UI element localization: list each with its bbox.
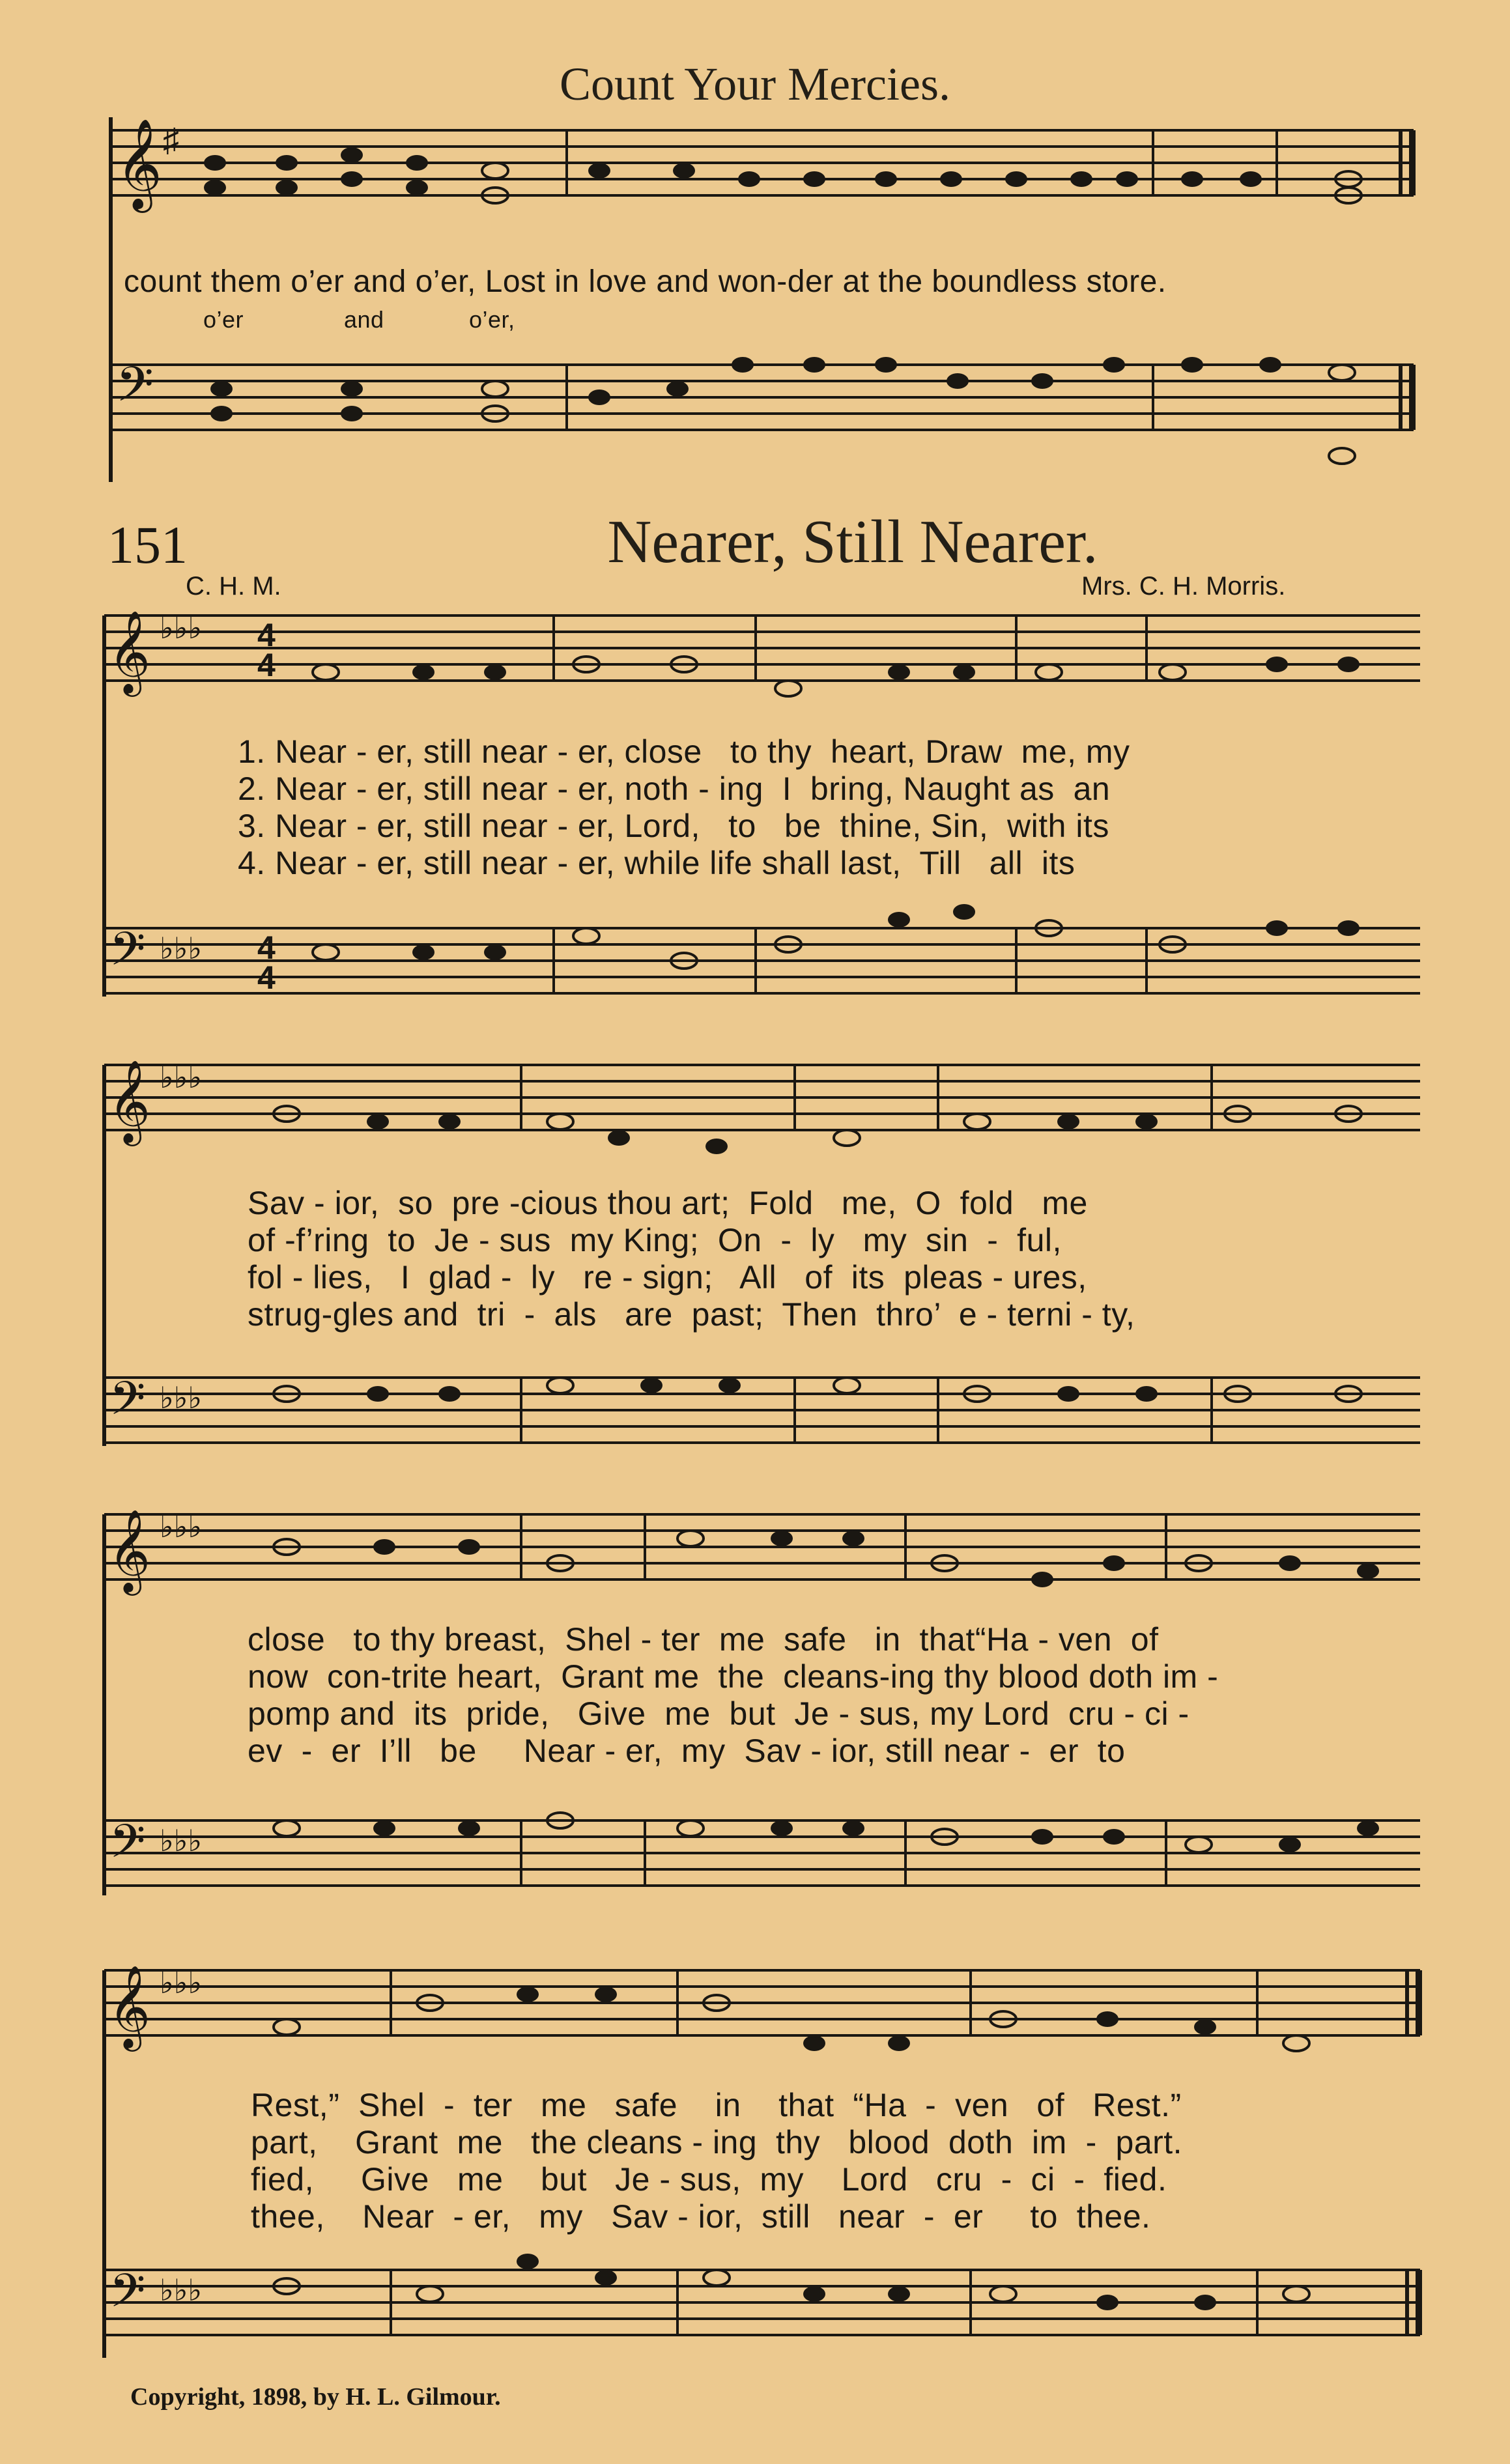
- system-3-verse-1: close to thy breast, Shel - ter me safe in that“Ha - ven of: [248, 1621, 1159, 1658]
- system-4-treble-staff: [0, 1954, 1510, 2071]
- system-2-verse-1: Sav - ior, so pre -cious thou art; Fold me, O fold me: [248, 1185, 1088, 1221]
- top-hymn-lyric: count them o’er and o’er, Lost in love and won-der at the boundless store.: [124, 264, 1167, 299]
- svg-text:♯: ♯: [163, 122, 179, 158]
- system-4-verse-4: thee, Near - er, my Sav - ior, still near - er to thee.: [251, 2198, 1151, 2235]
- svg-text:♭♭♭: ♭♭♭: [160, 1060, 203, 1094]
- svg-text:♭♭♭: ♭♭♭: [160, 931, 203, 965]
- svg-text:𝄢: 𝄢: [109, 2264, 146, 2329]
- hymn-number: 151: [107, 515, 188, 574]
- svg-text:𝄞: 𝄞: [116, 119, 162, 209]
- svg-text:𝄞: 𝄞: [108, 1508, 151, 1592]
- system-1-verse-2: 2. Near - er, still near - er, noth - ing I bring, Naught as an: [238, 771, 1111, 807]
- top-bass-staff: [0, 345, 1510, 475]
- system-1-bass-staff: [0, 912, 1510, 1029]
- system-3-verse-3: pomp and its pride, Give me but Je - sus, my Lord cru - ci -: [248, 1695, 1189, 1732]
- svg-text:𝄢: 𝄢: [109, 922, 146, 987]
- system-2-treble-staff: [0, 1049, 1510, 1166]
- system-2-verse-2: of -f’ring to Je - sus my King; On - ly my sin - ful,: [248, 1222, 1062, 1258]
- system-2-verse-4: strug-gles and tri - als are past; Then thro’ e - terni - ty,: [248, 1296, 1135, 1333]
- echo-word-1: o’er: [203, 306, 244, 333]
- hymn-title: Nearer, Still Nearer.: [607, 508, 1098, 576]
- system-2-verse-3: fol - lies, I glad - ly re - sign; All of its pleas - ures,: [248, 1259, 1087, 1296]
- system-3-verse-2: now con-trite heart, Grant me the cleans-ing thy blood doth im -: [248, 1658, 1219, 1695]
- hymn-composer: Mrs. C. H. Morris.: [1081, 572, 1286, 601]
- system-1-treble-staff: [0, 599, 1510, 716]
- system-4-verse-1: Rest,” Shel - ter me safe in that “Ha - ven of Rest.”: [251, 2087, 1182, 2123]
- svg-text:♭♭♭: ♭♭♭: [160, 611, 203, 645]
- system-1-verse-1: 1. Near - er, still near - er, close to thy heart, Draw me, my: [238, 733, 1130, 770]
- svg-text:4: 4: [257, 617, 276, 653]
- svg-text:♭♭♭: ♭♭♭: [160, 2273, 203, 2307]
- svg-text:4: 4: [257, 929, 276, 966]
- system-4-verse-2: part, Grant me the cleans - ing thy blood doth im - part.: [251, 2124, 1183, 2160]
- svg-text:4: 4: [257, 647, 276, 683]
- system-3-bass-staff: [0, 1804, 1510, 1921]
- hymn-author: C. H. M.: [186, 572, 281, 601]
- echo-word-2: and: [344, 306, 384, 333]
- system-1-verse-4: 4. Near - er, still near - er, while life shall last, Till all its: [238, 845, 1076, 881]
- system-2-bass-staff: [0, 1361, 1510, 1479]
- svg-text:♭♭♭: ♭♭♭: [160, 1381, 203, 1415]
- svg-text:𝄞: 𝄞: [108, 1059, 151, 1142]
- system-4-bass-staff: [0, 2254, 1510, 2371]
- echo-word-3: o’er,: [469, 306, 515, 333]
- top-treble-staff: [0, 104, 1510, 248]
- svg-text:♭♭♭: ♭♭♭: [160, 1824, 203, 1858]
- svg-text:4: 4: [257, 959, 276, 996]
- svg-text:𝄞: 𝄞: [108, 1964, 151, 2048]
- svg-text:𝄢: 𝄢: [109, 1372, 146, 1437]
- svg-text:𝄢: 𝄢: [109, 1815, 146, 1880]
- system-3-verse-4: ev - er I’ll be Near - er, my Sav - ior, still near - er to: [248, 1733, 1126, 1769]
- svg-text:♭♭♭: ♭♭♭: [160, 1510, 203, 1544]
- top-hymn-title: Count Your Mercies.: [559, 58, 950, 110]
- svg-text:♭♭♭: ♭♭♭: [160, 1966, 203, 2000]
- system-4-verse-3: fied, Give me but Je - sus, my Lord cru - ci - fied.: [251, 2161, 1167, 2198]
- system-3-treble-staff: [0, 1498, 1510, 1615]
- svg-text:𝄞: 𝄞: [108, 610, 151, 693]
- system-1-verse-3: 3. Near - er, still near - er, Lord, to be thine, Sin, with its: [238, 808, 1109, 844]
- copyright-notice: Copyright, 1898, by H. L. Gilmour.: [130, 2383, 501, 2411]
- svg-text:𝄢: 𝄢: [116, 356, 154, 425]
